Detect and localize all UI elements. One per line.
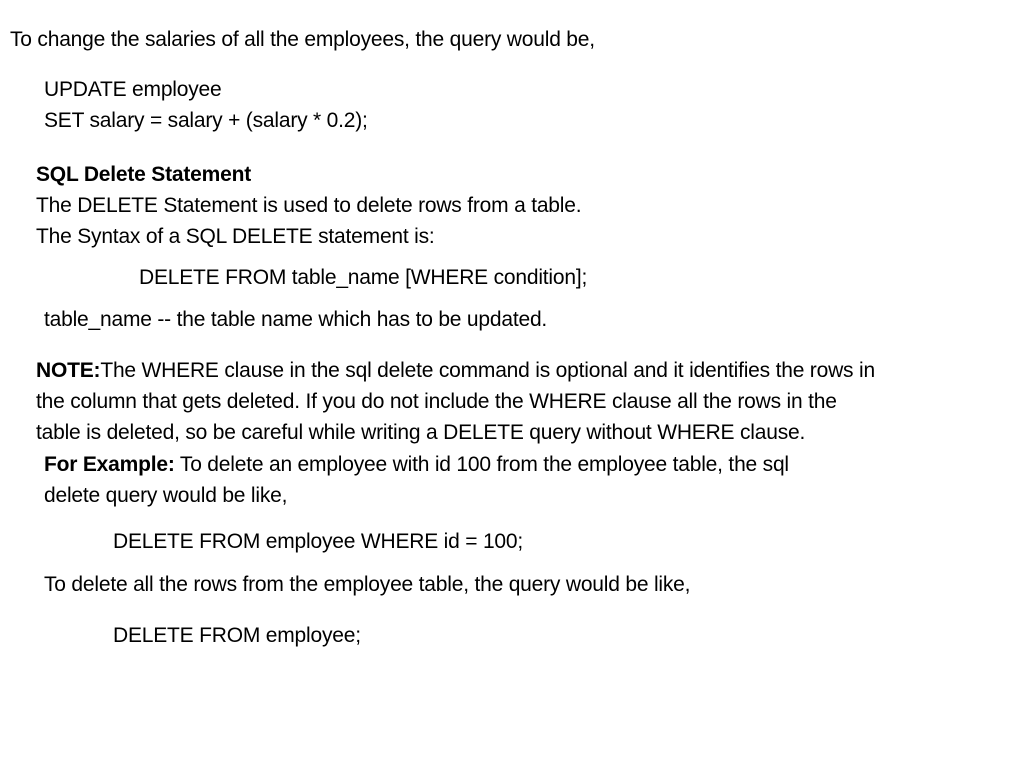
note-line-3: table is deleted, so be careful while writing a DELETE query without WHERE clause. — [36, 421, 806, 444]
note-label: NOTE: — [36, 359, 101, 382]
update-query-line-1: UPDATE employee — [44, 78, 222, 101]
example-label: For Example: — [44, 453, 175, 476]
note-paragraph — [36, 355, 875, 448]
section-heading: SQL Delete Statement — [36, 163, 252, 186]
example-text-1: To delete an employee with id 100 from the employee table, the sql — [174, 453, 789, 476]
table-name-note: table_name -- the table name which has to be updated. — [44, 308, 548, 331]
example-line-2: delete query would be like, — [44, 484, 288, 507]
example-query-1: DELETE FROM employee WHERE id = 100; — [113, 530, 524, 553]
example-query-2: DELETE FROM employee; — [113, 624, 361, 647]
example-paragraph — [44, 449, 789, 511]
note-text-1: The WHERE clause in the sql delete command is optional and it identifies the rows in — [100, 359, 875, 382]
note-line-2: the column that gets deleted. If you do not include the WHERE clause all the rows in the — [36, 390, 837, 413]
delete-all-rows-text: To delete all the rows from the employee table, the query would be like, — [44, 573, 691, 596]
delete-description-1: The DELETE Statement is used to delete rows from a table. — [36, 194, 582, 217]
update-query-line-2: SET salary = salary + (salary * 0.2); — [44, 109, 368, 132]
note-line-1 — [36, 355, 875, 386]
example-line-1 — [44, 449, 789, 480]
delete-syntax: DELETE FROM table_name [WHERE condition]; — [139, 266, 588, 289]
intro-text: To change the salaries of all the employees, the query would be, — [10, 28, 595, 51]
delete-description-2: The Syntax of a SQL DELETE statement is: — [36, 225, 435, 248]
